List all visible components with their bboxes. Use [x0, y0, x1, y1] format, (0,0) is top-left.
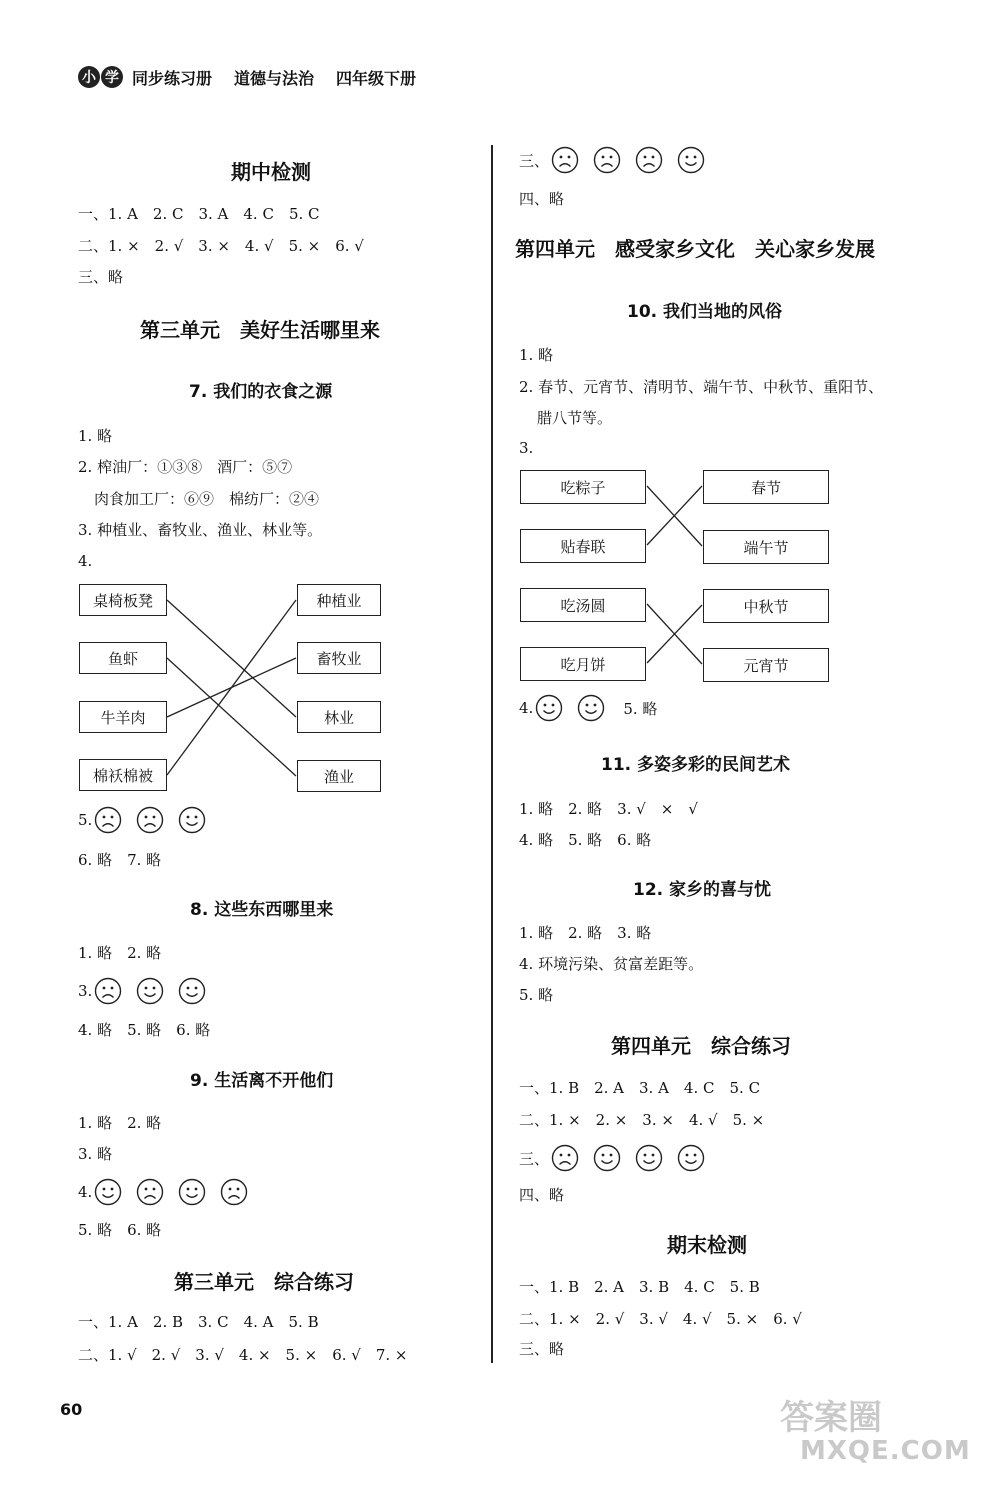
match-left-box: 贴春联 [520, 529, 646, 563]
unit3-review-line-2: 二、1. √ 2. √ 3. √ 4. × 5. × 6. √ 7. × [78, 1346, 408, 1364]
smiley-face-icon [178, 806, 206, 834]
match-right-box: 畜牧业 [297, 642, 381, 674]
subject: 道德与法治 [234, 68, 315, 88]
match-left-box: 棉袄棉被 [79, 759, 167, 791]
lesson8-line-2: 4. 略 5. 略 6. 略 [78, 1021, 211, 1039]
lesson7-line-4: 3. 种植业、畜牧业、渔业、林业等。 [78, 521, 323, 539]
sad-face-icon [136, 1178, 164, 1206]
grade: 四年级下册 [336, 68, 417, 88]
lesson9-title: 9. 生活离不开他们 [190, 1071, 334, 1091]
sad-face-icon [551, 146, 579, 174]
lesson7-title: 7. 我们的衣食之源 [189, 382, 333, 402]
unit4-review-line-4: 四、略 [519, 1186, 565, 1204]
midterm-title: 期中检测 [231, 160, 311, 184]
lesson12-title: 12. 家乡的喜与忧 [633, 880, 772, 900]
lesson10-title: 10. 我们当地的风俗 [627, 302, 783, 322]
lesson12-line-3: 5. 略 [519, 986, 554, 1004]
smiley-face-icon [635, 1144, 663, 1172]
watermark-url: MXQE.COM [800, 1436, 971, 1466]
page-header [78, 60, 438, 94]
lesson7-line-2: 2. 榨油厂：①③⑧ 酒厂：⑤⑦ [78, 458, 293, 476]
sad-face-icon [220, 1178, 248, 1206]
final-title: 期末检测 [667, 1233, 747, 1257]
lesson10-line-2: 2. 春节、元宵节、清明节、端午节、中秋节、重阳节、 [519, 378, 884, 396]
lesson10-q4-row [519, 694, 659, 722]
match-left-box: 鱼虾 [79, 642, 167, 674]
column-divider [491, 145, 493, 1363]
match-right-box: 渔业 [297, 760, 381, 792]
lesson12-line-1: 1. 略 2. 略 3. 略 [519, 924, 652, 942]
lesson9-line-3: 5. 略 6. 略 [78, 1221, 162, 1239]
sad-face-icon [94, 977, 122, 1005]
midterm-line-3: 三、略 [78, 268, 124, 286]
sad-face-icon [94, 806, 122, 834]
lesson7-line-6: 6. 略 7. 略 [78, 851, 162, 869]
unit4-title: 第四单元 感受家乡文化 关心家乡发展 [515, 237, 875, 261]
lesson8-line-1: 1. 略 2. 略 [78, 944, 162, 962]
unit4-review-line-1: 一、1. B 2. A 3. A 4. C 5. C [519, 1079, 761, 1097]
final-line-1: 一、1. B 2. A 3. B 4. C 5. B [519, 1278, 760, 1296]
lesson7-q5-label: 5. [78, 811, 93, 829]
sad-face-icon [635, 146, 663, 174]
match-right-box: 春节 [703, 470, 829, 504]
right-q3-label: 三、 [519, 151, 550, 170]
smiley-face-icon [136, 977, 164, 1005]
match-left-box: 吃粽子 [520, 470, 646, 504]
right-q3-row [519, 146, 719, 174]
match-right-box: 端午节 [703, 530, 829, 564]
right-line-4: 四、略 [519, 190, 565, 208]
lesson8-q3-row [78, 977, 220, 1005]
unit4-review-line-2: 二、1. × 2. × 3. × 4. √ 5. × [519, 1111, 765, 1129]
logo [78, 66, 124, 88]
sad-face-icon [551, 1144, 579, 1172]
watermark-logo: 答案圈 [780, 1398, 882, 1438]
unit4-review-q3-label: 三、 [519, 1149, 550, 1168]
lesson9-q4-label: 4. [78, 1183, 93, 1201]
lesson9-line-2: 3. 略 [78, 1145, 113, 1163]
unit3-title: 第三单元 美好生活哪里来 [140, 318, 380, 342]
final-line-3: 三、略 [519, 1340, 565, 1358]
match-right-box: 元宵节 [703, 648, 829, 682]
lesson8-q3-label: 3. [78, 982, 93, 1000]
match-right-box: 种植业 [297, 584, 381, 616]
lesson10-q4-label: 4. [519, 699, 534, 717]
lesson10-line-1: 1. 略 [519, 346, 554, 364]
smiley-face-icon [178, 1178, 206, 1206]
smiley-face-icon [677, 1144, 705, 1172]
smiley-face-icon [178, 977, 206, 1005]
unit4-review-title: 第四单元 综合练习 [611, 1034, 791, 1058]
lesson7-line-5: 4. [78, 552, 93, 570]
lesson8-title: 8. 这些东西哪里来 [190, 900, 334, 920]
smiley-face-icon [677, 146, 705, 174]
smiley-face-icon [535, 694, 563, 722]
unit3-review-title: 第三单元 综合练习 [174, 1270, 354, 1294]
smiley-face-icon [577, 694, 605, 722]
logo-char-1: 小 [78, 66, 100, 88]
lesson10-line-3: 腊八节等。 [537, 409, 613, 427]
lesson9-q4-row [78, 1178, 262, 1206]
lesson7-q5-row [78, 806, 220, 834]
midterm-line-2: 二、1. × 2. √ 3. × 4. √ 5. × 6. √ [78, 237, 364, 255]
sad-face-icon [136, 806, 164, 834]
match-left-box: 桌椅板凳 [79, 584, 167, 616]
sad-face-icon [593, 146, 621, 174]
lesson11-line-2: 4. 略 5. 略 6. 略 [519, 831, 652, 849]
lesson10-line-4: 3. [519, 439, 534, 457]
unit4-review-q3-row [519, 1144, 719, 1172]
lesson10-q5: 5. 略 [623, 699, 658, 718]
match-right-box: 林业 [297, 701, 381, 733]
book-title: 同步练习册 [132, 68, 213, 88]
midterm-line-1: 一、1. A 2. C 3. A 4. C 5. C [78, 205, 320, 223]
unit3-review-line-1: 一、1. A 2. B 3. C 4. A 5. B [78, 1313, 319, 1331]
match-left-box: 吃汤圆 [520, 588, 646, 622]
lesson11-title: 11. 多姿多彩的民间艺术 [601, 755, 791, 775]
lesson7-line-3: 肉食加工厂：⑥⑨ 棉纺厂：②④ [94, 490, 320, 508]
page-number: 60 [60, 1400, 83, 1419]
final-line-2: 二、1. × 2. √ 3. √ 4. √ 5. × 6. √ [519, 1310, 802, 1328]
smiley-face-icon [94, 1178, 122, 1206]
lesson12-line-2: 4. 环境污染、贫富差距等。 [519, 955, 704, 973]
lesson7-line-1: 1. 略 [78, 427, 113, 445]
match-left-box: 牛羊肉 [79, 701, 167, 733]
smiley-face-icon [593, 1144, 621, 1172]
logo-char-2: 学 [101, 66, 123, 88]
match-left-box: 吃月饼 [520, 647, 646, 681]
lesson9-line-1: 1. 略 2. 略 [78, 1114, 162, 1132]
lesson11-line-1: 1. 略 2. 略 3. √ × √ [519, 800, 698, 818]
match-right-box: 中秋节 [703, 589, 829, 623]
